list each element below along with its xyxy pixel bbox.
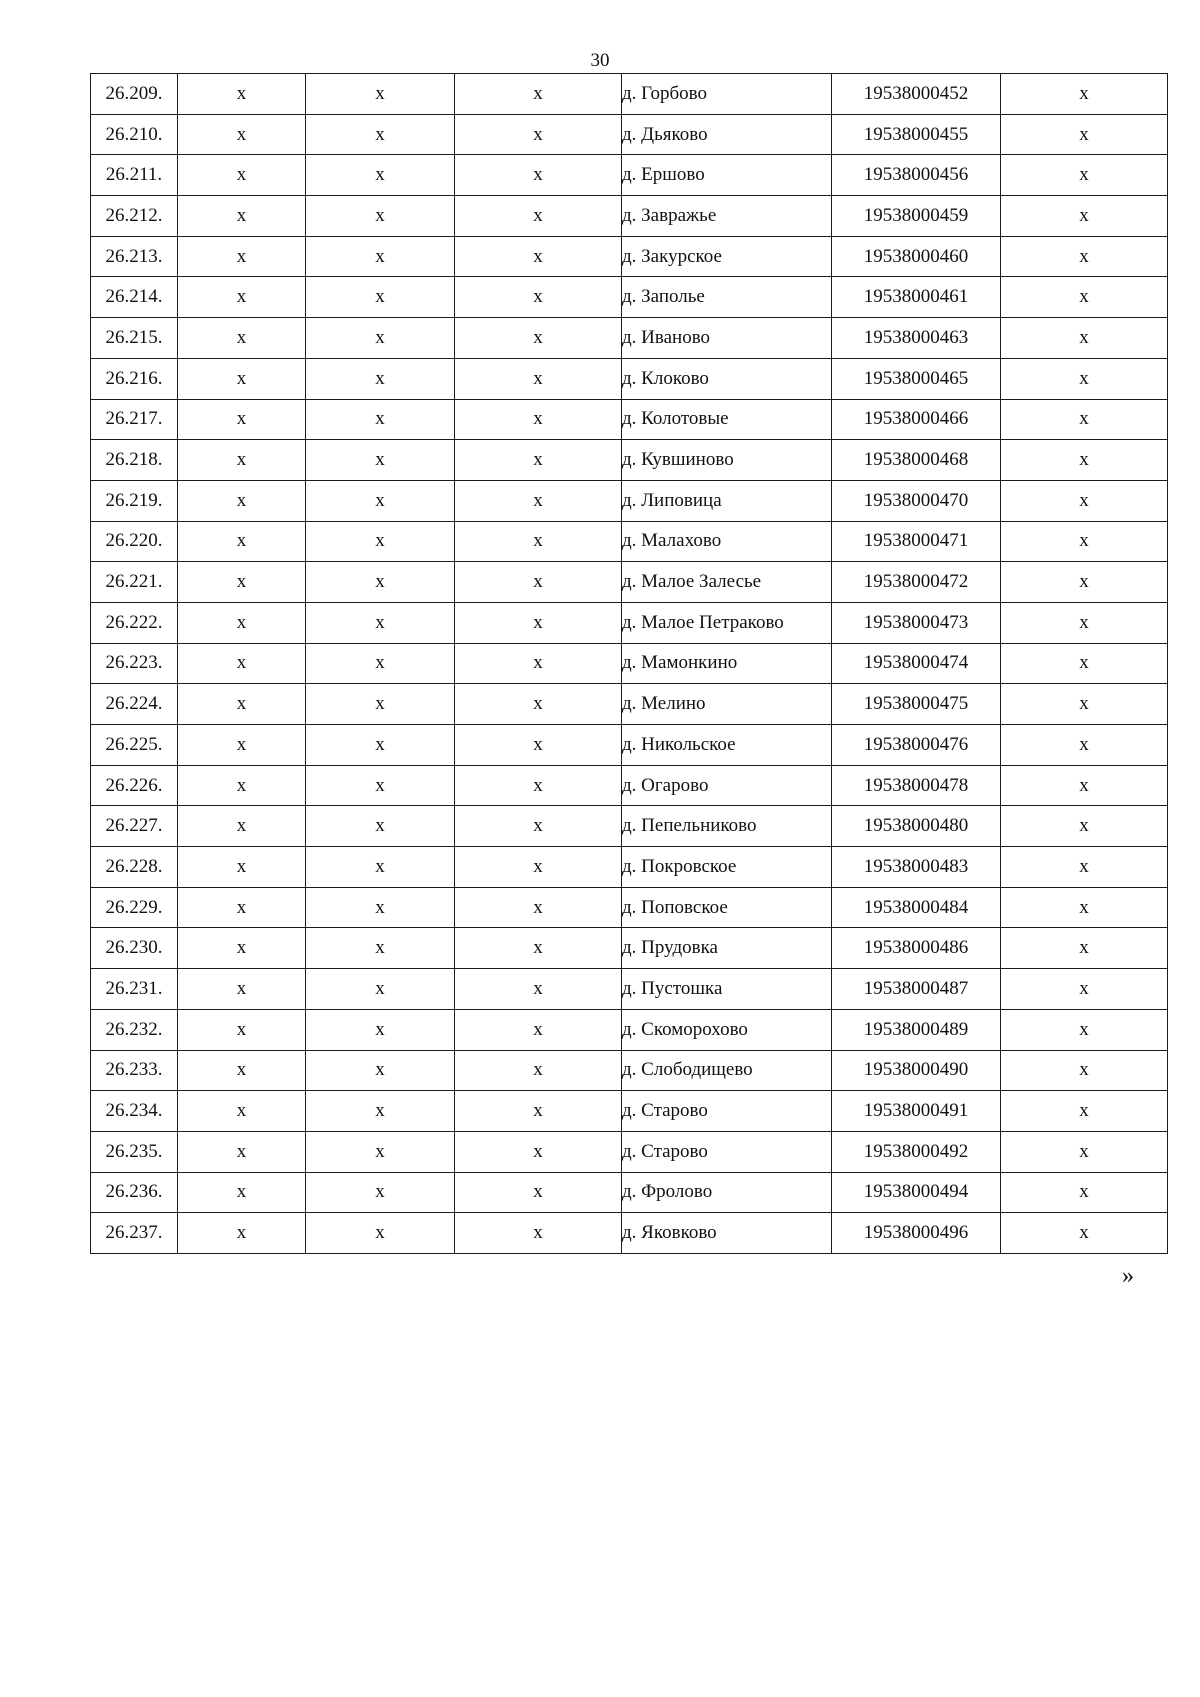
table-row	[91, 928, 1168, 969]
row-number-cell: 26.232.	[91, 1009, 178, 1050]
column-3-cell: х	[455, 847, 622, 888]
settlement-name-cell: д. Никольское	[622, 725, 832, 766]
oktmo-code-cell: 19538000472	[832, 562, 1001, 603]
column-7-cell: х	[1001, 1009, 1168, 1050]
settlement-name-cell: д. Малое Петраково	[622, 602, 832, 643]
closing-quote-mark: »	[1122, 1263, 1134, 1289]
settlement-name-cell: д. Фролово	[622, 1172, 832, 1213]
table-row	[91, 1050, 1168, 1091]
column-3-cell: х	[455, 277, 622, 318]
column-7-cell: х	[1001, 684, 1168, 725]
column-3-cell: х	[455, 928, 622, 969]
column-3-cell: х	[455, 155, 622, 196]
column-3-cell: х	[455, 114, 622, 155]
table-row	[91, 114, 1168, 155]
oktmo-code-cell: 19538000486	[832, 928, 1001, 969]
column-2-cell: х	[306, 480, 455, 521]
column-3-cell: х	[455, 806, 622, 847]
column-7-cell: х	[1001, 1050, 1168, 1091]
row-number-cell: 26.216.	[91, 358, 178, 399]
settlement-name-cell: д. Дьяково	[622, 114, 832, 155]
table-row	[91, 887, 1168, 928]
column-3-cell: х	[455, 562, 622, 603]
column-2-cell: х	[306, 562, 455, 603]
settlement-name-cell: д. Ершово	[622, 155, 832, 196]
column-1-cell: х	[178, 643, 306, 684]
column-2-cell: х	[306, 887, 455, 928]
column-1-cell: х	[178, 521, 306, 562]
oktmo-code-cell: 19538000465	[832, 358, 1001, 399]
column-1-cell: х	[178, 725, 306, 766]
settlements-table	[90, 73, 1168, 1254]
column-2-cell: х	[306, 765, 455, 806]
table-row	[91, 1213, 1168, 1254]
column-2-cell: х	[306, 318, 455, 359]
table-row	[91, 765, 1168, 806]
settlement-name-cell: д. Клоково	[622, 358, 832, 399]
row-number-cell: 26.211.	[91, 155, 178, 196]
column-2-cell: х	[306, 602, 455, 643]
settlement-name-cell: д. Горбово	[622, 74, 832, 115]
column-1-cell: х	[178, 806, 306, 847]
column-7-cell: х	[1001, 602, 1168, 643]
column-3-cell: х	[455, 969, 622, 1010]
column-3-cell: х	[455, 521, 622, 562]
oktmo-code-cell: 19538000490	[832, 1050, 1001, 1091]
settlement-name-cell: д. Мамонкино	[622, 643, 832, 684]
oktmo-code-cell: 19538000461	[832, 277, 1001, 318]
row-number-cell: 26.218.	[91, 440, 178, 481]
oktmo-code-cell: 19538000483	[832, 847, 1001, 888]
settlement-name-cell: д. Поповское	[622, 887, 832, 928]
table-row	[91, 684, 1168, 725]
column-7-cell: х	[1001, 114, 1168, 155]
table-row	[91, 358, 1168, 399]
column-7-cell: х	[1001, 155, 1168, 196]
oktmo-code-cell: 19538000456	[832, 155, 1001, 196]
row-number-cell: 26.214.	[91, 277, 178, 318]
oktmo-code-cell: 19538000470	[832, 480, 1001, 521]
column-1-cell: х	[178, 236, 306, 277]
table-row	[91, 155, 1168, 196]
column-3-cell: х	[455, 318, 622, 359]
row-number-cell: 26.215.	[91, 318, 178, 359]
row-number-cell: 26.223.	[91, 643, 178, 684]
table-row	[91, 480, 1168, 521]
settlement-name-cell: д. Огарово	[622, 765, 832, 806]
oktmo-code-cell: 19538000487	[832, 969, 1001, 1010]
row-number-cell: 26.212.	[91, 196, 178, 237]
column-7-cell: х	[1001, 1172, 1168, 1213]
column-7-cell: х	[1001, 358, 1168, 399]
settlement-name-cell: д. Старово	[622, 1131, 832, 1172]
oktmo-code-cell: 19538000484	[832, 887, 1001, 928]
column-7-cell: х	[1001, 969, 1168, 1010]
column-3-cell: х	[455, 765, 622, 806]
row-number-cell: 26.227.	[91, 806, 178, 847]
column-3-cell: х	[455, 1172, 622, 1213]
column-3-cell: х	[455, 887, 622, 928]
column-1-cell: х	[178, 602, 306, 643]
row-number-cell: 26.221.	[91, 562, 178, 603]
column-3-cell: х	[455, 1213, 622, 1254]
table-row	[91, 562, 1168, 603]
row-number-cell: 26.228.	[91, 847, 178, 888]
oktmo-code-cell: 19538000492	[832, 1131, 1001, 1172]
column-7-cell: х	[1001, 847, 1168, 888]
table-row	[91, 969, 1168, 1010]
settlement-name-cell: д. Кувшиново	[622, 440, 832, 481]
row-number-cell: 26.236.	[91, 1172, 178, 1213]
column-3-cell: х	[455, 480, 622, 521]
column-2-cell: х	[306, 847, 455, 888]
oktmo-code-cell: 19538000480	[832, 806, 1001, 847]
oktmo-code-cell: 19538000471	[832, 521, 1001, 562]
oktmo-code-cell: 19538000452	[832, 74, 1001, 115]
settlement-name-cell: д. Заполье	[622, 277, 832, 318]
oktmo-code-cell: 19538000476	[832, 725, 1001, 766]
oktmo-code-cell: 19538000474	[832, 643, 1001, 684]
row-number-cell: 26.217.	[91, 399, 178, 440]
column-1-cell: х	[178, 318, 306, 359]
table-body	[91, 74, 1168, 1254]
oktmo-code-cell: 19538000459	[832, 196, 1001, 237]
table-row	[91, 399, 1168, 440]
row-number-cell: 26.219.	[91, 480, 178, 521]
column-3-cell: х	[455, 684, 622, 725]
oktmo-code-cell: 19538000468	[832, 440, 1001, 481]
column-1-cell: х	[178, 196, 306, 237]
column-2-cell: х	[306, 155, 455, 196]
column-2-cell: х	[306, 196, 455, 237]
row-number-cell: 26.220.	[91, 521, 178, 562]
table-row	[91, 74, 1168, 115]
column-3-cell: х	[455, 1009, 622, 1050]
settlement-name-cell: д. Покровское	[622, 847, 832, 888]
oktmo-code-cell: 19538000460	[832, 236, 1001, 277]
column-7-cell: х	[1001, 196, 1168, 237]
oktmo-code-cell: 19538000494	[832, 1172, 1001, 1213]
settlement-name-cell: д. Малое Залесье	[622, 562, 832, 603]
settlement-name-cell: д. Скоморохово	[622, 1009, 832, 1050]
settlement-name-cell: д. Слободищево	[622, 1050, 832, 1091]
column-1-cell: х	[178, 847, 306, 888]
column-2-cell: х	[306, 521, 455, 562]
column-7-cell: х	[1001, 277, 1168, 318]
column-2-cell: х	[306, 684, 455, 725]
column-7-cell: х	[1001, 1213, 1168, 1254]
column-1-cell: х	[178, 155, 306, 196]
column-7-cell: х	[1001, 236, 1168, 277]
column-2-cell: х	[306, 399, 455, 440]
column-2-cell: х	[306, 725, 455, 766]
column-2-cell: х	[306, 1213, 455, 1254]
column-2-cell: х	[306, 440, 455, 481]
oktmo-code-cell: 19538000463	[832, 318, 1001, 359]
table-row	[91, 1172, 1168, 1213]
column-7-cell: х	[1001, 928, 1168, 969]
column-7-cell: х	[1001, 521, 1168, 562]
oktmo-code-cell: 19538000473	[832, 602, 1001, 643]
row-number-cell: 26.234.	[91, 1091, 178, 1132]
column-3-cell: х	[455, 1050, 622, 1091]
column-1-cell: х	[178, 1050, 306, 1091]
column-7-cell: х	[1001, 562, 1168, 603]
oktmo-code-cell: 19538000475	[832, 684, 1001, 725]
column-2-cell: х	[306, 277, 455, 318]
column-3-cell: х	[455, 1091, 622, 1132]
settlement-name-cell: д. Пепельниково	[622, 806, 832, 847]
column-3-cell: х	[455, 725, 622, 766]
row-number-cell: 26.233.	[91, 1050, 178, 1091]
table-row	[91, 643, 1168, 684]
column-3-cell: х	[455, 643, 622, 684]
table-row	[91, 521, 1168, 562]
settlement-name-cell: д. Пустошка	[622, 969, 832, 1010]
column-1-cell: х	[178, 114, 306, 155]
column-3-cell: х	[455, 602, 622, 643]
row-number-cell: 26.235.	[91, 1131, 178, 1172]
column-7-cell: х	[1001, 318, 1168, 359]
column-3-cell: х	[455, 196, 622, 237]
column-2-cell: х	[306, 969, 455, 1010]
oktmo-code-cell: 19538000478	[832, 765, 1001, 806]
column-1-cell: х	[178, 1091, 306, 1132]
column-1-cell: х	[178, 969, 306, 1010]
table-row	[91, 847, 1168, 888]
column-7-cell: х	[1001, 765, 1168, 806]
column-1-cell: х	[178, 1131, 306, 1172]
row-number-cell: 26.229.	[91, 887, 178, 928]
row-number-cell: 26.210.	[91, 114, 178, 155]
column-3-cell: х	[455, 358, 622, 399]
column-2-cell: х	[306, 806, 455, 847]
row-number-cell: 26.209.	[91, 74, 178, 115]
column-7-cell: х	[1001, 806, 1168, 847]
column-7-cell: х	[1001, 74, 1168, 115]
settlement-name-cell: д. Яковково	[622, 1213, 832, 1254]
row-number-cell: 26.226.	[91, 765, 178, 806]
table-row	[91, 1091, 1168, 1132]
column-7-cell: х	[1001, 887, 1168, 928]
column-1-cell: х	[178, 1172, 306, 1213]
settlement-name-cell: д. Прудовка	[622, 928, 832, 969]
column-1-cell: х	[178, 684, 306, 725]
column-7-cell: х	[1001, 725, 1168, 766]
column-2-cell: х	[306, 1131, 455, 1172]
column-2-cell: х	[306, 643, 455, 684]
settlement-name-cell: д. Старово	[622, 1091, 832, 1132]
settlement-name-cell: д. Иваново	[622, 318, 832, 359]
row-number-cell: 26.231.	[91, 969, 178, 1010]
column-1-cell: х	[178, 74, 306, 115]
column-3-cell: х	[455, 74, 622, 115]
column-1-cell: х	[178, 440, 306, 481]
column-1-cell: х	[178, 887, 306, 928]
column-3-cell: х	[455, 399, 622, 440]
settlement-name-cell: д. Малахово	[622, 521, 832, 562]
oktmo-code-cell: 19538000489	[832, 1009, 1001, 1050]
table-row	[91, 602, 1168, 643]
column-1-cell: х	[178, 928, 306, 969]
table-row	[91, 277, 1168, 318]
page-number: 30	[590, 50, 610, 71]
table-row	[91, 1009, 1168, 1050]
column-1-cell: х	[178, 399, 306, 440]
settlement-name-cell: д. Завражье	[622, 196, 832, 237]
oktmo-code-cell: 19538000496	[832, 1213, 1001, 1254]
table-row	[91, 236, 1168, 277]
column-7-cell: х	[1001, 399, 1168, 440]
settlement-name-cell: д. Мелино	[622, 684, 832, 725]
column-2-cell: х	[306, 358, 455, 399]
column-2-cell: х	[306, 74, 455, 115]
row-number-cell: 26.224.	[91, 684, 178, 725]
row-number-cell: 26.230.	[91, 928, 178, 969]
column-3-cell: х	[455, 236, 622, 277]
oktmo-code-cell: 19538000455	[832, 114, 1001, 155]
column-2-cell: х	[306, 1009, 455, 1050]
column-1-cell: х	[178, 358, 306, 399]
column-1-cell: х	[178, 1009, 306, 1050]
column-1-cell: х	[178, 277, 306, 318]
column-2-cell: х	[306, 236, 455, 277]
row-number-cell: 26.225.	[91, 725, 178, 766]
column-7-cell: х	[1001, 1131, 1168, 1172]
column-2-cell: х	[306, 1050, 455, 1091]
table-row	[91, 440, 1168, 481]
column-7-cell: х	[1001, 643, 1168, 684]
settlement-name-cell: д. Закурское	[622, 236, 832, 277]
column-7-cell: х	[1001, 480, 1168, 521]
settlement-name-cell: д. Липовица	[622, 480, 832, 521]
row-number-cell: 26.237.	[91, 1213, 178, 1254]
column-1-cell: х	[178, 765, 306, 806]
column-3-cell: х	[455, 440, 622, 481]
row-number-cell: 26.222.	[91, 602, 178, 643]
table-row	[91, 725, 1168, 766]
column-2-cell: х	[306, 1091, 455, 1132]
table-row	[91, 1131, 1168, 1172]
column-3-cell: х	[455, 1131, 622, 1172]
oktmo-code-cell: 19538000466	[832, 399, 1001, 440]
column-2-cell: х	[306, 928, 455, 969]
column-7-cell: х	[1001, 440, 1168, 481]
column-2-cell: х	[306, 1172, 455, 1213]
column-1-cell: х	[178, 1213, 306, 1254]
table-row	[91, 318, 1168, 359]
table-row	[91, 196, 1168, 237]
column-1-cell: х	[178, 562, 306, 603]
oktmo-code-cell: 19538000491	[832, 1091, 1001, 1132]
column-2-cell: х	[306, 114, 455, 155]
column-1-cell: х	[178, 480, 306, 521]
row-number-cell: 26.213.	[91, 236, 178, 277]
table-row	[91, 806, 1168, 847]
column-7-cell: х	[1001, 1091, 1168, 1132]
settlement-name-cell: д. Колотовые	[622, 399, 832, 440]
